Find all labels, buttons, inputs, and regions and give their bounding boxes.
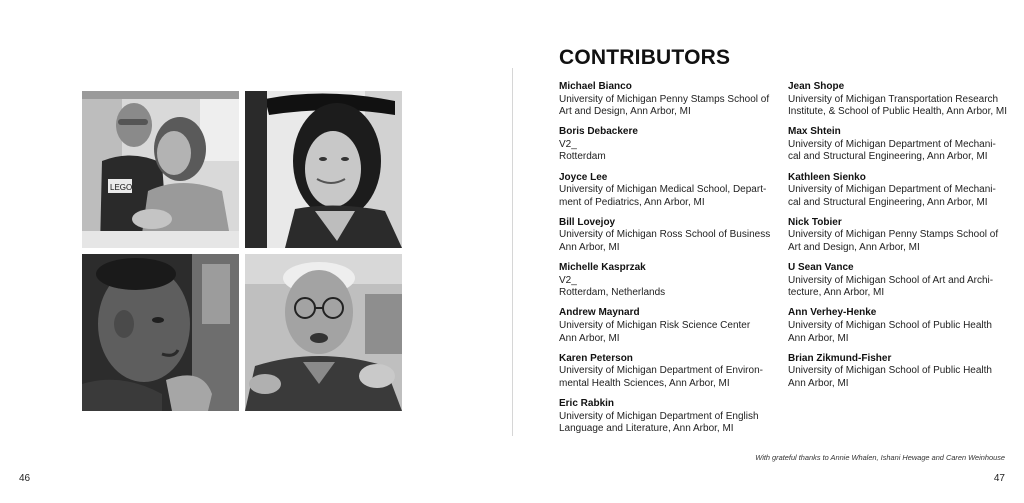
contributor-entry [788,262,1010,307]
photo-young-man-thinking [82,254,239,411]
contributor-entry [788,307,1010,352]
contributor-affiliation-line: V2_ [559,138,577,150]
contributor-affiliation-line: Art and Design, Ann Arbor, MI [559,106,691,118]
contributor-affiliation-line: University of Michigan Penny Stamps School of [559,93,770,105]
contributor-affiliation-line: Language and Literature, Ann Arbor, MI [559,423,734,435]
contributor-affiliation-line: Rotterdam, Netherlands [559,287,666,299]
contributor-affiliation-line: University of Michigan Medical School, Depart- [559,184,767,196]
contributor-affiliation-line: University of Michigan School of Public Health [788,320,992,332]
contributor-affiliation-line: tecture, Ann Arbor, MI [788,287,885,299]
contributor-entry [788,81,1010,126]
contributor-affiliation-line: Ann Arbor, MI [559,332,620,344]
contributor-affiliation-line: University of Michigan School of Public Health [788,365,992,377]
contributor-affiliation-line: University of Michigan Department of Mechani- [788,184,996,196]
contributor-affiliation-line: Ann Arbor, MI [788,377,849,389]
contributor-name: Kathleen Sienko [788,171,866,183]
contributor-name: Andrew Maynard [559,307,640,319]
contributor-entry [559,81,781,126]
contributor-affiliation-line: mental Health Sciences, Ann Arbor, MI [559,377,730,389]
photo-two-people-image [82,91,239,248]
contributor-entry [559,353,781,398]
page-title: CONTRIBUTORS [559,46,731,69]
contributor-affiliation-line: Rotterdam [559,151,606,163]
contributor-affiliation-line: Art and Design, Ann Arbor, MI [788,242,920,254]
contributor-affiliation-line: University of Michigan Penny Stamps School of [788,229,999,241]
contributor-entry [788,172,1010,217]
contributor-entry [559,307,781,352]
contributor-entry [788,126,1010,171]
photo-woman-image [245,91,402,248]
page-number-right: 47 [993,473,1005,484]
contributor-affiliation-line: University of Michigan Department of Environ- [559,365,763,377]
contributor-affiliation-line: University of Michigan Department of Mechani- [788,138,996,150]
contributor-affiliation-line: University of Michigan Risk Science Center [559,320,751,332]
contributor-name: Nick Tobier [788,216,842,228]
contributor-name: Michael Bianco [559,81,632,92]
contributor-name: U Sean Vance [788,262,854,274]
contributor-affiliation-line: Institute, & School of Public Health, Ann Arbor, MI [788,106,1008,118]
page-gutter-divider [512,68,513,436]
contributor-affiliation-line: Ann Arbor, MI [559,242,620,254]
photo-young-man-image [82,254,239,411]
contributor-entry [559,262,781,307]
contributor-name: Max Shtein [788,126,841,138]
photo-woman-smiling [245,91,402,248]
photo-older-man-talking [245,254,402,411]
photo-older-man-image [245,254,402,411]
contributor-entry [559,126,781,171]
contributor-affiliation-line: University of Michigan Department of English [559,410,759,422]
contributors-column-left [559,81,781,443]
contributor-affiliation-line: University of Michigan Ross School of Business [559,229,771,241]
contributor-affiliation-line: cal and Structural Engineering, Ann Arbor, MI [788,196,988,208]
contributor-name: Karen Peterson [559,352,633,364]
acknowledgement-note: With grateful thanks to Annie Whalen, Ishani Hewage and Caren Weinhouse [755,453,1005,462]
shirt-text: LEGO [110,183,133,192]
contributor-name: Brian Zikmund-Fisher [788,352,892,364]
contributor-name: Jean Shope [788,81,845,92]
contributor-entry [559,172,781,217]
contributor-affiliation-line: University of Michigan School of Art and Archi- [788,274,994,286]
contributors-column-right [788,81,1010,398]
contributor-affiliation-line: University of Michigan Transportation Research [788,93,999,105]
contributor-entry [559,217,781,262]
photo-two-people-at-table [82,91,239,248]
contributor-name: Michelle Kasprzak [559,262,646,274]
contributor-entry [788,353,1010,398]
contributor-affiliation-line: Ann Arbor, MI [788,332,849,344]
contributor-entry [788,217,1010,262]
contributor-name: Eric Rabkin [559,398,615,410]
contributor-affiliation-line: V2_ [559,274,577,286]
contributor-name: Ann Verhey-Henke [788,307,877,319]
contributor-name: Joyce Lee [559,171,608,183]
photo-grid [82,91,402,411]
contributor-name: Bill Lovejoy [559,216,616,228]
page-number-left: 46 [19,473,31,484]
contributor-affiliation-line: cal and Structural Engineering, Ann Arbor, MI [788,151,988,163]
contributor-affiliation-line: ment of Pediatrics, Ann Arbor, MI [559,196,705,208]
contributor-entry [559,398,781,443]
contributor-name: Boris Debackere [559,126,638,138]
